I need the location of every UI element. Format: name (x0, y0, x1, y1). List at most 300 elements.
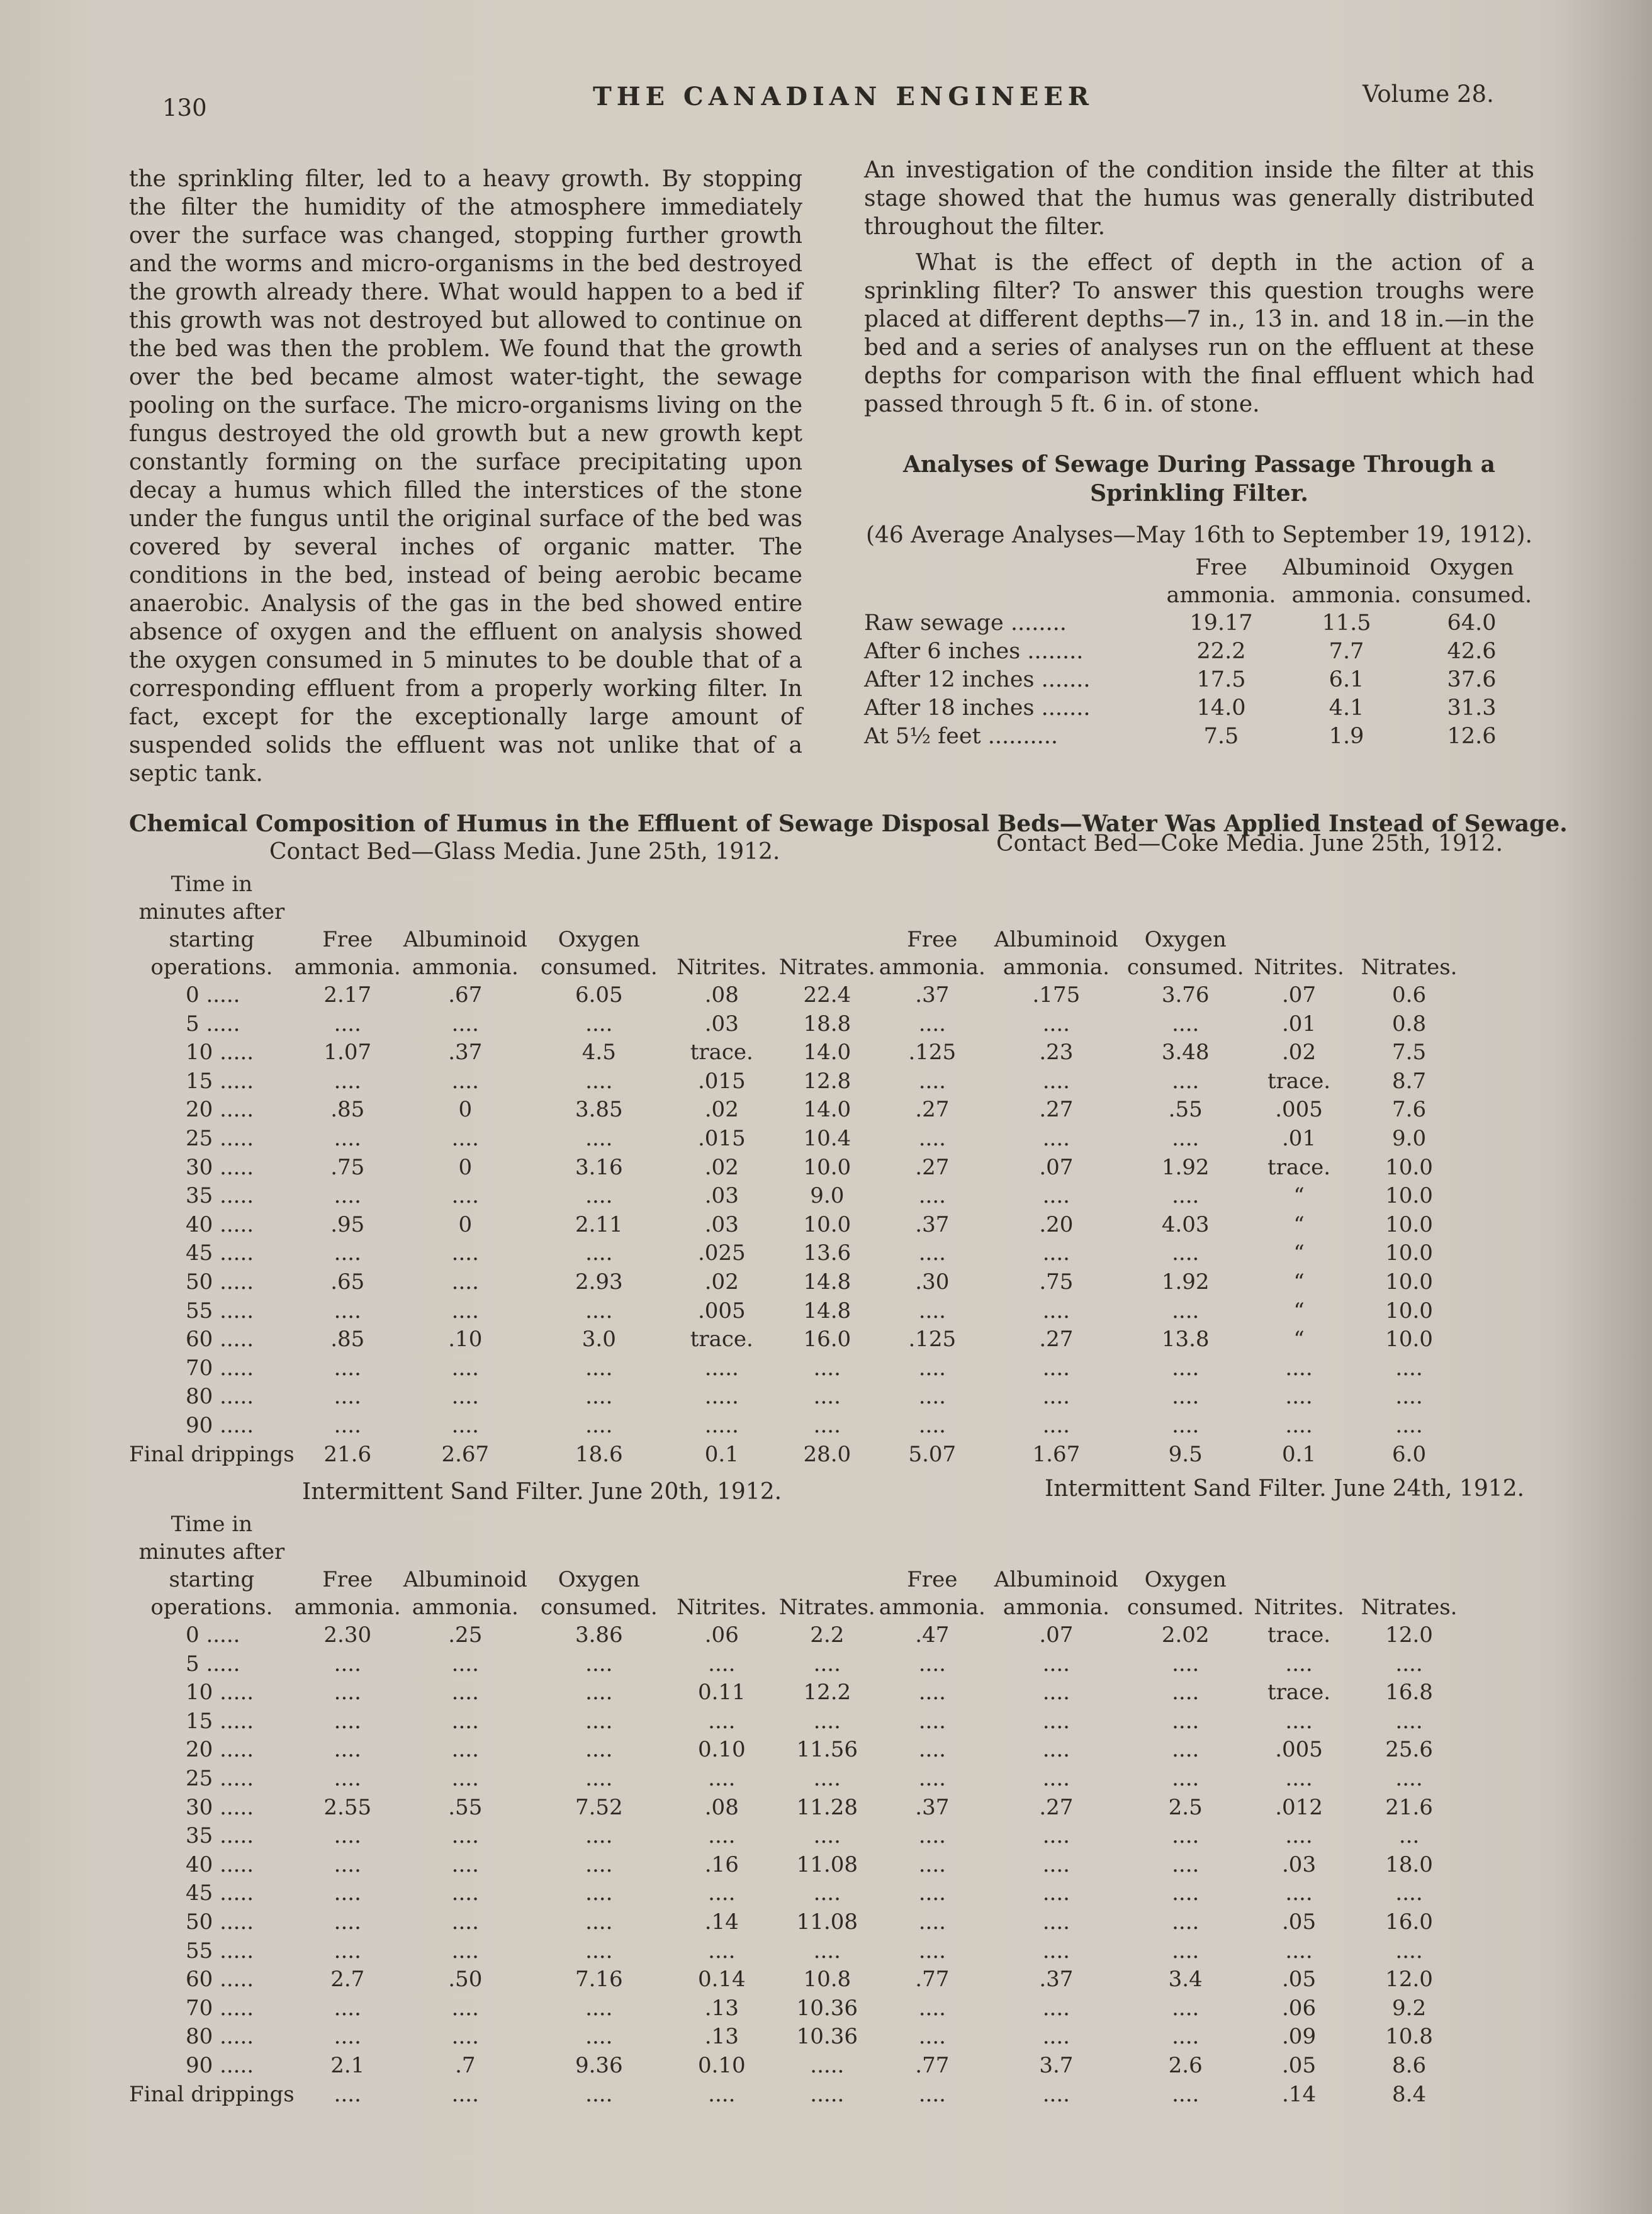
table-cell: .... (1172, 1298, 1200, 1323)
table-cell: .... (585, 2081, 613, 2107)
time-cell: 5 ..... (186, 1011, 240, 1037)
table-cell: .03 (704, 1183, 739, 1209)
time-cell: Final drippings (129, 1441, 295, 1467)
time-cell: 15 ..... (186, 1708, 254, 1734)
table-cell: .... (585, 1011, 613, 1037)
table-cell: .... (585, 1240, 613, 1266)
table-cell: .... (1042, 1765, 1070, 1791)
analyses-cell: 31.3 (1447, 695, 1497, 721)
table-cell: 9.5 (1168, 1441, 1203, 1467)
table-cell: .... (1285, 1384, 1313, 1410)
right-paragraph-1: An investigation of the condition inside the filter at this stage showed that the humus was generally distributed throughout the filter. (864, 157, 1534, 240)
table-cell: .13 (704, 2024, 739, 2050)
table-cell: .... (1395, 1651, 1423, 1677)
column-header: Time in minutes after starting operations. (138, 872, 285, 980)
table-cell: 22.4 (803, 982, 851, 1008)
column-header: Albuminoid ammonia. (403, 927, 527, 980)
table-row (129, 1965, 1464, 1994)
table-cell: 18.6 (575, 1441, 623, 1467)
table-cell: .... (1042, 1240, 1070, 1266)
table-cell: .... (334, 1384, 361, 1410)
analyses-header-row (864, 554, 1533, 609)
table-cell: 21.6 (1385, 1794, 1433, 1820)
table-cell: 10.0 (1385, 1154, 1433, 1180)
table-cell: .... (451, 1880, 479, 1906)
volume-label: Volume 28. (1363, 81, 1494, 108)
table-cell: .... (334, 1823, 361, 1849)
table-cell: 10.0 (1385, 1183, 1433, 1209)
table-row (129, 1154, 1464, 1183)
table-cell: .... (1042, 1384, 1070, 1410)
table-cell: ..... (704, 1355, 739, 1381)
table-cell: .... (451, 2024, 479, 2050)
table-cell: 28.0 (803, 1441, 851, 1467)
table-cell: .07 (1282, 982, 1317, 1008)
table-cell: .... (585, 1909, 613, 1935)
table-cell: 0.11 (697, 1680, 746, 1705)
column-header: Albuminoid ammonia. (403, 1567, 527, 1620)
table-cell: .... (585, 1298, 613, 1323)
table-cell: 0 (458, 1211, 473, 1237)
table-cell: 10.0 (1385, 1240, 1433, 1266)
table-cell: .55 (1168, 1097, 1203, 1123)
left-column (129, 165, 802, 795)
table-cell: .... (1042, 1651, 1070, 1677)
table-cell: 1.67 (1032, 1441, 1081, 1467)
table-cell: .... (918, 1384, 946, 1410)
table-cell: .... (1042, 1995, 1070, 2021)
table-cell: .02 (704, 1269, 739, 1295)
table-row (129, 1182, 1464, 1211)
table-cell: “ (1293, 1327, 1305, 1352)
analyses-cell: 17.5 (1196, 667, 1246, 692)
table-cell: .... (708, 1880, 736, 1906)
table-cell: .77 (915, 1967, 950, 1992)
table-cell: .... (1042, 1852, 1070, 1877)
time-cell: 60 ..... (186, 1327, 254, 1352)
table-row (129, 981, 1464, 1010)
table-cell: .06 (1282, 1995, 1317, 2021)
table-cell: 2.7 (330, 1967, 365, 1992)
table-cell: .... (1285, 1938, 1313, 1964)
chemical-table-2 (129, 1510, 1464, 2109)
table-cell: .85 (330, 1327, 365, 1352)
table-cell: 2.30 (323, 1622, 372, 1648)
table-cell: .... (585, 1183, 613, 1209)
column-header: Oxygen consumed. (540, 1567, 658, 1620)
table-cell: 9.0 (1392, 1125, 1427, 1151)
table-cell: 2.67 (441, 1441, 490, 1467)
table-cell: trace. (1267, 1622, 1331, 1648)
table-cell: .... (813, 1708, 841, 1734)
table-cell: 0 (458, 1097, 473, 1123)
table-cell: .... (585, 1765, 613, 1791)
table-cell: .015 (697, 1068, 746, 1094)
table-cell: .... (1172, 1909, 1200, 1935)
table-cell: 18.0 (1385, 1852, 1433, 1877)
time-cell: 35 ..... (186, 1183, 254, 1209)
table-cell: .... (708, 1708, 736, 1734)
table-cell: 14.0 (803, 1097, 851, 1123)
table-cell: 16.8 (1385, 1680, 1433, 1705)
table-cell: .... (334, 1355, 361, 1381)
table-cell: .08 (704, 982, 739, 1008)
table-cell: .... (1172, 2081, 1200, 2107)
table-cell: .16 (704, 1852, 739, 1877)
table-cell: .... (451, 1651, 479, 1677)
table-cell: .... (1042, 1298, 1070, 1323)
column-header: Albuminoid ammonia. (994, 927, 1118, 980)
table1-body (129, 981, 1464, 1469)
table-cell: .... (918, 1737, 946, 1763)
table-cell: .... (918, 1880, 946, 1906)
table-cell: .... (918, 1355, 946, 1381)
table-cell: .... (1172, 1708, 1200, 1734)
page-number: 130 (162, 94, 207, 121)
time-cell: 20 ..... (186, 1737, 254, 1763)
table-cell: trace. (690, 1040, 753, 1065)
analyses-cell: 14.0 (1196, 695, 1246, 721)
table-cell: 14.8 (803, 1269, 851, 1295)
time-cell: 60 ..... (186, 1967, 254, 1992)
table-cell: .125 (908, 1040, 957, 1065)
table-cell: trace. (1267, 1068, 1331, 1094)
analyses-cell: 19.17 (1189, 610, 1253, 636)
column-header: Nitrates. (1361, 955, 1458, 980)
table-cell: .012 (1275, 1794, 1323, 1820)
table-row (129, 1297, 1464, 1326)
table-cell: .... (585, 1068, 613, 1094)
table-row (129, 1383, 1464, 1412)
time-cell: Final drippings (129, 2081, 295, 2107)
table-cell: ..... (810, 2052, 845, 2078)
table-cell: .... (334, 1880, 361, 1906)
table-cell: .... (918, 1995, 946, 2021)
table-cell: 2.6 (1168, 2052, 1203, 2078)
table-cell: .... (585, 1938, 613, 1964)
table-cell: .... (334, 1068, 361, 1094)
table-cell: .... (1285, 1355, 1313, 1381)
column-header: Time in minutes after starting operations. (138, 1512, 285, 1620)
table-cell: .... (585, 1125, 613, 1151)
analyses-row-label: At 5½ feet .......... (864, 724, 1058, 749)
table-cell: .55 (448, 1794, 483, 1820)
table-cell: .... (1395, 1938, 1423, 1964)
table-cell: .... (1395, 1412, 1423, 1438)
table-cell: .... (451, 1269, 479, 1295)
table-cell: .... (451, 1355, 479, 1381)
table-row (129, 1736, 1464, 1765)
table-cell: .... (334, 1852, 361, 1877)
table-cell: 11.56 (796, 1737, 858, 1763)
table-cell: 10.0 (803, 1211, 851, 1237)
table-cell: .02 (1282, 1040, 1317, 1065)
table-row (129, 1239, 1464, 1268)
table-cell: .... (451, 1737, 479, 1763)
table-row (129, 1268, 1464, 1297)
column-header: Free ammonia. (294, 927, 401, 980)
table-cell: 0.8 (1392, 1011, 1427, 1037)
table-cell: 13.8 (1161, 1327, 1210, 1352)
table-cell: .... (451, 1680, 479, 1705)
table-cell: .... (918, 1125, 946, 1151)
table-cell: 10.8 (803, 1967, 851, 1992)
table-cell: 8.7 (1392, 1068, 1427, 1094)
table-cell: .... (918, 1938, 946, 1964)
analyses-cell: 12.6 (1447, 724, 1497, 749)
table-cell: 3.16 (575, 1154, 623, 1180)
table-cell: .... (585, 1384, 613, 1410)
table-cell: .13 (704, 1995, 739, 2021)
table-cell: .... (813, 1384, 841, 1410)
table-cell: .... (918, 1909, 946, 1935)
table-cell: .... (451, 1011, 479, 1037)
analyses-cell: 7.7 (1329, 639, 1364, 664)
left-paragraph: the sprinkling filter, led to a heavy growth. By stopping the filter the humidity of the atmosphere immediately over the surface was changed, stopping further growth and the worms and micro-organisms in the bed destroyed the growth already there. What would happen to a bed if this growth was not destroyed but allowed to continue on the bed was then the problem. We found that the growth over the bed became almost water-tight, the sewage pooling on the surface. The micro-organisms living on the fungus destroyed the old growth but a new growth kept constantly forming on the surface precipitating upon decay a humus which filled the interstices of the stone under the fungus until the original surface of the bed was covered by several inches of organic matter. The conditions in the bed, instead of being aerobic became anaerobic. Analysis of the gas in the bed showed entire absence of oxygen and the effluent on analysis showed the oxygen consumed in 5 minutes to be double that of a corresponding effluent from a properly working filter. In fact, except for the exceptionally large amount of suspended solids the effluent was not unlike that of a septic tank. (129, 166, 802, 787)
table-cell: 12.2 (803, 1680, 851, 1705)
table-cell: .... (1172, 1880, 1200, 1906)
analyses-row (864, 722, 1533, 751)
table-cell: .... (334, 2081, 361, 2107)
table1-left-subtitle: Contact Bed—Glass Media. June 25th, 1912. (269, 839, 780, 865)
table-cell: .... (813, 1765, 841, 1791)
table-cell: 0.6 (1392, 982, 1427, 1008)
table-cell: 10.36 (796, 2024, 858, 2050)
analyses-row (864, 609, 1533, 638)
table-cell: .... (918, 1823, 946, 1849)
table-cell: .01 (1282, 1011, 1317, 1037)
table-cell: “ (1293, 1240, 1305, 1266)
table-cell: .... (1172, 1412, 1200, 1438)
table-cell: 21.6 (323, 1441, 372, 1467)
table-cell: .... (1395, 1384, 1423, 1410)
analyses-title: Analyses of Sewage During Passage Through a Sprinkling Filter. (903, 451, 1495, 507)
time-cell: 25 ..... (186, 1125, 254, 1151)
column-header: Albuminoid ammonia. (994, 1567, 1118, 1620)
chemical-table-1 (129, 870, 1464, 1469)
table-cell: .... (1042, 1737, 1070, 1763)
table-cell: .... (1042, 1938, 1070, 1964)
table-cell: .14 (1282, 2081, 1317, 2107)
table-cell: .... (1042, 1011, 1070, 1037)
table-cell: .... (1395, 1355, 1423, 1381)
table-cell: .... (813, 1651, 841, 1677)
time-cell: 55 ..... (186, 1938, 254, 1964)
table-cell: .... (451, 1125, 479, 1151)
table-cell: 2.17 (323, 982, 372, 1008)
table-cell: .... (334, 1651, 361, 1677)
table-row (129, 1325, 1464, 1354)
table-cell: .... (334, 1183, 361, 1209)
table-cell: .23 (1039, 1040, 1074, 1065)
table-cell: 1.07 (323, 1040, 372, 1065)
table-cell: 12.0 (1385, 1967, 1433, 1992)
table-row (129, 1621, 1464, 1650)
table-cell: .175 (1032, 982, 1081, 1008)
analyses-row-label: Raw sewage ........ (864, 610, 1067, 636)
table-cell: .... (585, 1680, 613, 1705)
table-cell: .... (1042, 2024, 1070, 2050)
table-cell: .... (451, 1765, 479, 1791)
time-cell: 0 ..... (186, 982, 240, 1008)
table-cell: .... (1042, 1125, 1070, 1151)
time-cell: 20 ..... (186, 1097, 254, 1123)
table-cell: .05 (1282, 1909, 1317, 1935)
table-cell: 11.28 (796, 1794, 858, 1820)
table-cell: .... (451, 1852, 479, 1877)
table-cell: .37 (1039, 1967, 1074, 1992)
table-cell: .... (918, 1298, 946, 1323)
table-cell: 0.10 (697, 2052, 746, 2078)
column-header: Nitrates. (1361, 1595, 1458, 1620)
column-header: Nitrates. (778, 955, 875, 980)
table-cell: .47 (915, 1622, 950, 1648)
table-cell: .95 (330, 1211, 365, 1237)
table-cell: 9.2 (1392, 1995, 1427, 2021)
time-cell: 30 ..... (186, 1154, 254, 1180)
table-cell: 1.92 (1161, 1154, 1210, 1180)
table-cell: .... (1285, 1651, 1313, 1677)
table-cell: 14.8 (803, 1298, 851, 1323)
table-cell: .08 (704, 1794, 739, 1820)
table-cell: 3.85 (575, 1097, 623, 1123)
table1-header-row (129, 870, 1464, 981)
table-cell: 4.5 (582, 1040, 616, 1065)
column-header: Nitrites. (1254, 1595, 1344, 1620)
table-cell: .... (1172, 1995, 1200, 2021)
table-cell: .... (1042, 1068, 1070, 1094)
table-cell: .27 (1039, 1097, 1074, 1123)
table-cell: .... (451, 1183, 479, 1209)
table-row (129, 1038, 1464, 1067)
time-cell: 55 ..... (186, 1298, 254, 1323)
table-cell: .... (1042, 1680, 1070, 1705)
analyses-row-label: After 6 inches ........ (864, 639, 1084, 664)
column-header: Nitrates. (778, 1595, 875, 1620)
table-cell: 3.76 (1161, 982, 1210, 1008)
table-cell: 11.08 (796, 1852, 858, 1877)
table-cell: .... (451, 1909, 479, 1935)
table1-right-subtitle: Contact Bed—Coke Media. June 25th, 1912. (996, 831, 1503, 857)
table-cell: 5.07 (908, 1441, 957, 1467)
table-cell: .... (1172, 2024, 1200, 2050)
table-cell: 14.0 (803, 1040, 851, 1065)
table-cell: 1.92 (1161, 1269, 1210, 1295)
table-cell: .65 (330, 1269, 365, 1295)
table-cell: .... (918, 2081, 946, 2107)
analyses-cell: 42.6 (1447, 639, 1497, 664)
analyses-table (864, 554, 1533, 751)
table-cell: .... (1395, 1765, 1423, 1791)
time-cell: 80 ..... (186, 1384, 254, 1410)
table2-left-subtitle: Intermittent Sand Filter. June 20th, 1912. (302, 1479, 782, 1505)
table-cell: 10.0 (1385, 1269, 1433, 1295)
table-cell: 6.05 (575, 982, 623, 1008)
table-cell: .67 (448, 982, 483, 1008)
table-cell: .... (334, 1765, 361, 1791)
table-cell: .27 (915, 1154, 950, 1180)
table-cell: .... (585, 1651, 613, 1677)
table-cell: .01 (1282, 1125, 1317, 1151)
table-cell: 10.0 (1385, 1298, 1433, 1323)
column-header: Nitrites. (1254, 955, 1344, 980)
table-cell: .... (1172, 1384, 1200, 1410)
table-cell: 3.0 (582, 1327, 616, 1352)
table-row (129, 2023, 1464, 2052)
table-cell: .02 (704, 1097, 739, 1123)
table-row (129, 1822, 1464, 1851)
table2-body (129, 1621, 1464, 2109)
column-header: Nitrites. (677, 955, 767, 980)
table-cell: .... (708, 1651, 736, 1677)
time-cell: 50 ..... (186, 1909, 254, 1935)
column-header: Oxygen consumed. (1127, 1567, 1244, 1620)
table-cell: “ (1293, 1269, 1305, 1295)
table-row (129, 1994, 1464, 2023)
table-cell: 10.0 (1385, 1211, 1433, 1237)
table-cell: .... (1172, 1125, 1200, 1151)
table-cell: 12.0 (1385, 1622, 1433, 1648)
table-cell: .... (1172, 1068, 1200, 1094)
analyses-body (864, 609, 1533, 751)
table-cell: 2.1 (330, 2052, 365, 2078)
table-cell: .09 (1282, 2024, 1317, 2050)
table-cell: .... (585, 1737, 613, 1763)
table-row (129, 1908, 1464, 1937)
table-cell: .... (334, 1737, 361, 1763)
analyses-row (864, 638, 1533, 666)
table-cell: .37 (915, 1794, 950, 1820)
table-cell: 8.6 (1392, 2052, 1427, 2078)
table-cell: .27 (1039, 1327, 1074, 1352)
table-cell: 18.8 (803, 1011, 851, 1037)
table-cell: 6.0 (1392, 1441, 1427, 1467)
table-cell: .... (334, 1412, 361, 1438)
table-cell: “ (1293, 1183, 1305, 1209)
table-cell: 0.14 (697, 1967, 746, 1992)
analyses-row-label: After 12 inches ....... (864, 667, 1091, 692)
analyses-header: Albuminoid ammonia. (1283, 555, 1411, 608)
table-cell: .... (334, 2024, 361, 2050)
table-cell: 2.11 (575, 1211, 623, 1237)
table-cell: .... (451, 1938, 479, 1964)
table-cell: .... (1172, 1852, 1200, 1877)
table-cell: .... (451, 1708, 479, 1734)
table-cell: .005 (1275, 1737, 1323, 1763)
table-cell: 7.5 (1392, 1040, 1427, 1065)
table-row (129, 1412, 1464, 1441)
table-cell: .... (918, 1765, 946, 1791)
table-cell: “ (1293, 1211, 1305, 1237)
table-row (129, 1765, 1464, 1794)
table-cell: .... (1172, 1823, 1200, 1849)
table-cell: .75 (330, 1154, 365, 1180)
time-cell: 10 ..... (186, 1680, 254, 1705)
right-paragraph-2: What is the effect of depth in the action of a sprinkling filter? To answer this question troughs were placed at different depths—7 in., 13 in. and 18 in.—in the bed and a series of analyses run on the effluent at these depths for comparison with the final effluent which had passed through 5 ft. 6 in. of stone. (864, 250, 1534, 417)
table-cell: .30 (915, 1269, 950, 1295)
table-row (129, 1879, 1464, 1908)
table-cell: .... (334, 1125, 361, 1151)
table-cell: 25.6 (1385, 1737, 1433, 1763)
table-cell: .... (813, 1412, 841, 1438)
table-cell: .... (585, 1880, 613, 1906)
column-header: Free ammonia. (294, 1567, 401, 1620)
table-cell: .... (1172, 1765, 1200, 1791)
table-cell: 16.0 (1385, 1909, 1433, 1935)
analyses-cell: 64.0 (1447, 610, 1497, 636)
table-cell: .... (1172, 1651, 1200, 1677)
analyses-header: Free ammonia. (1166, 555, 1276, 608)
